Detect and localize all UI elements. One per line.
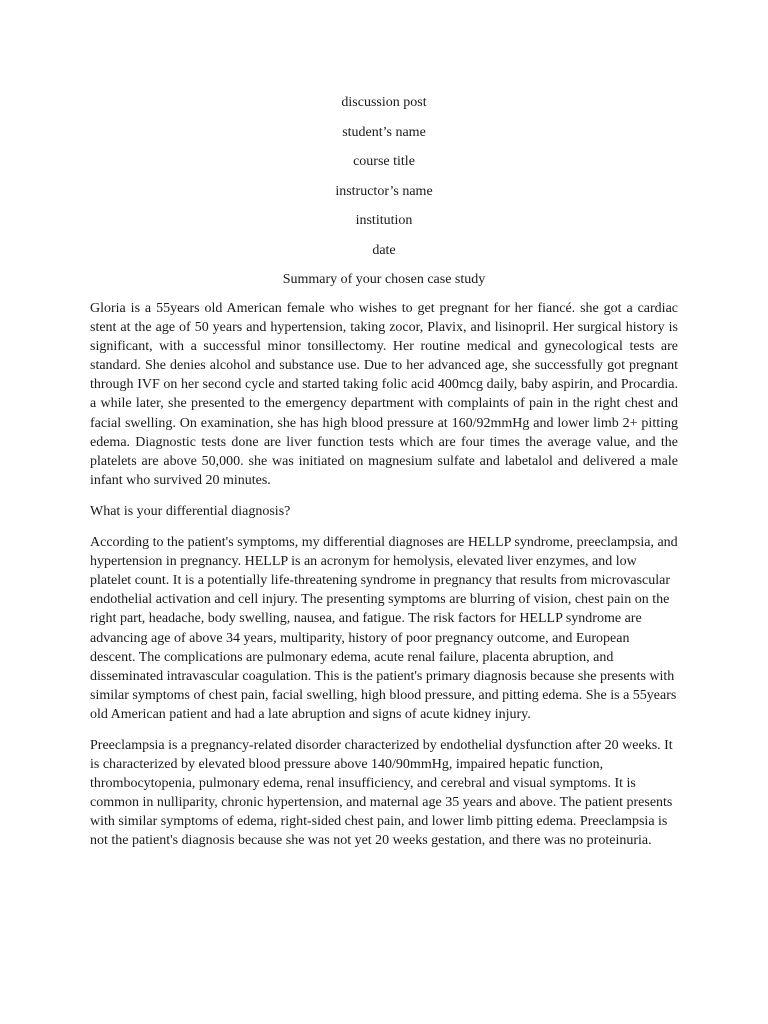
title-block — [90, 88, 678, 295]
preeclampsia-paragraph: Preeclampsia is a pregnancy-related disorder characterized by endothelial dysfunction after 20 weeks. It is characterized by elevated blood pressure above 140/90mmHg, impaired hepatic function, thrombocytopenia, pulmonary edema, renal insufficiency, and cerebral and visual symptoms. It is common in nulliparity, chronic hypertension, and maternal age 35 years and above. The patient presents with similar symptoms of edema, right-sided chest pain, and lower limb pitting edema. Preeclampsia is not the patient's diagnosis because she was not yet 20 weeks gestation, and there was no proteinuria. — [90, 737, 673, 849]
case-summary-paragraph: Gloria is a 55years old American female who wishes to get pregnant for her fiancé. she got a cardiac stent at the age of 50 years and hypertension, taking zocor, Plavix, and lisinopril. Her surgical history is significant, with a successful minor tonsillectomy. Her routine medical and gynecological tests are standard. She denies alcohol and substance use. Due to her advanced age, she successfully got pregnant through IVF on her second cycle and started taking folic acid 400mcg daily, baby aspirin, and Procardia. a while later, she presented to the emergency department with complaints of pain in the right chest and facial swelling. On examination, she has high blood pressure at 160/92mmHg and lower limb 2+ pitting edema. Diagnostic tests done are liver function tests which are four times the average value, and the platelets are above 50,000. she was initiated on magnesium sulfate and labetalol and delivered a male infant who survived 20 minutes. — [90, 301, 678, 488]
document-title: discussion post — [341, 95, 427, 110]
instructor-name: instructor’s name — [335, 183, 433, 199]
date: date — [372, 242, 396, 258]
institution: institution — [355, 213, 413, 228]
student-name: student’s name — [342, 124, 426, 140]
course-title: course title — [353, 154, 415, 169]
question-heading: What is your differential diagnosis? — [90, 503, 291, 519]
section-heading: Summary of your chosen case study — [282, 272, 486, 287]
hellp-paragraph: According to the patient's symptoms, my differential diagnoses are HELLP syndrome, preeclampsia, and hypertension in pregnancy. HELLP is an acronym for hemolysis, elevated liver enzymes, and low platelet count. It is a potentially life-threatening syndrome in pregnancy that results from microvascular endothelial activation and cell injury. The presenting symptoms are blurring of vision, chest pain on the right part, headache, body swelling, nausea, and fatigue. The risk factors for HELLP syndrome are advancing age of above 34 years, multiparity, history of poor pregnancy outcome, and European descent. The complications are pulmonary edema, acute renal failure, placenta abruption, and disseminated intravascular coagulation. This is the patient's primary diagnosis because she presents with similar symptoms of chest pain, facial swelling, high blood pressure, and pitting edema. She is a 55years old American patient and had a late abruption and signs of acute kidney injury. — [90, 535, 678, 722]
document-body — [90, 299, 678, 863]
